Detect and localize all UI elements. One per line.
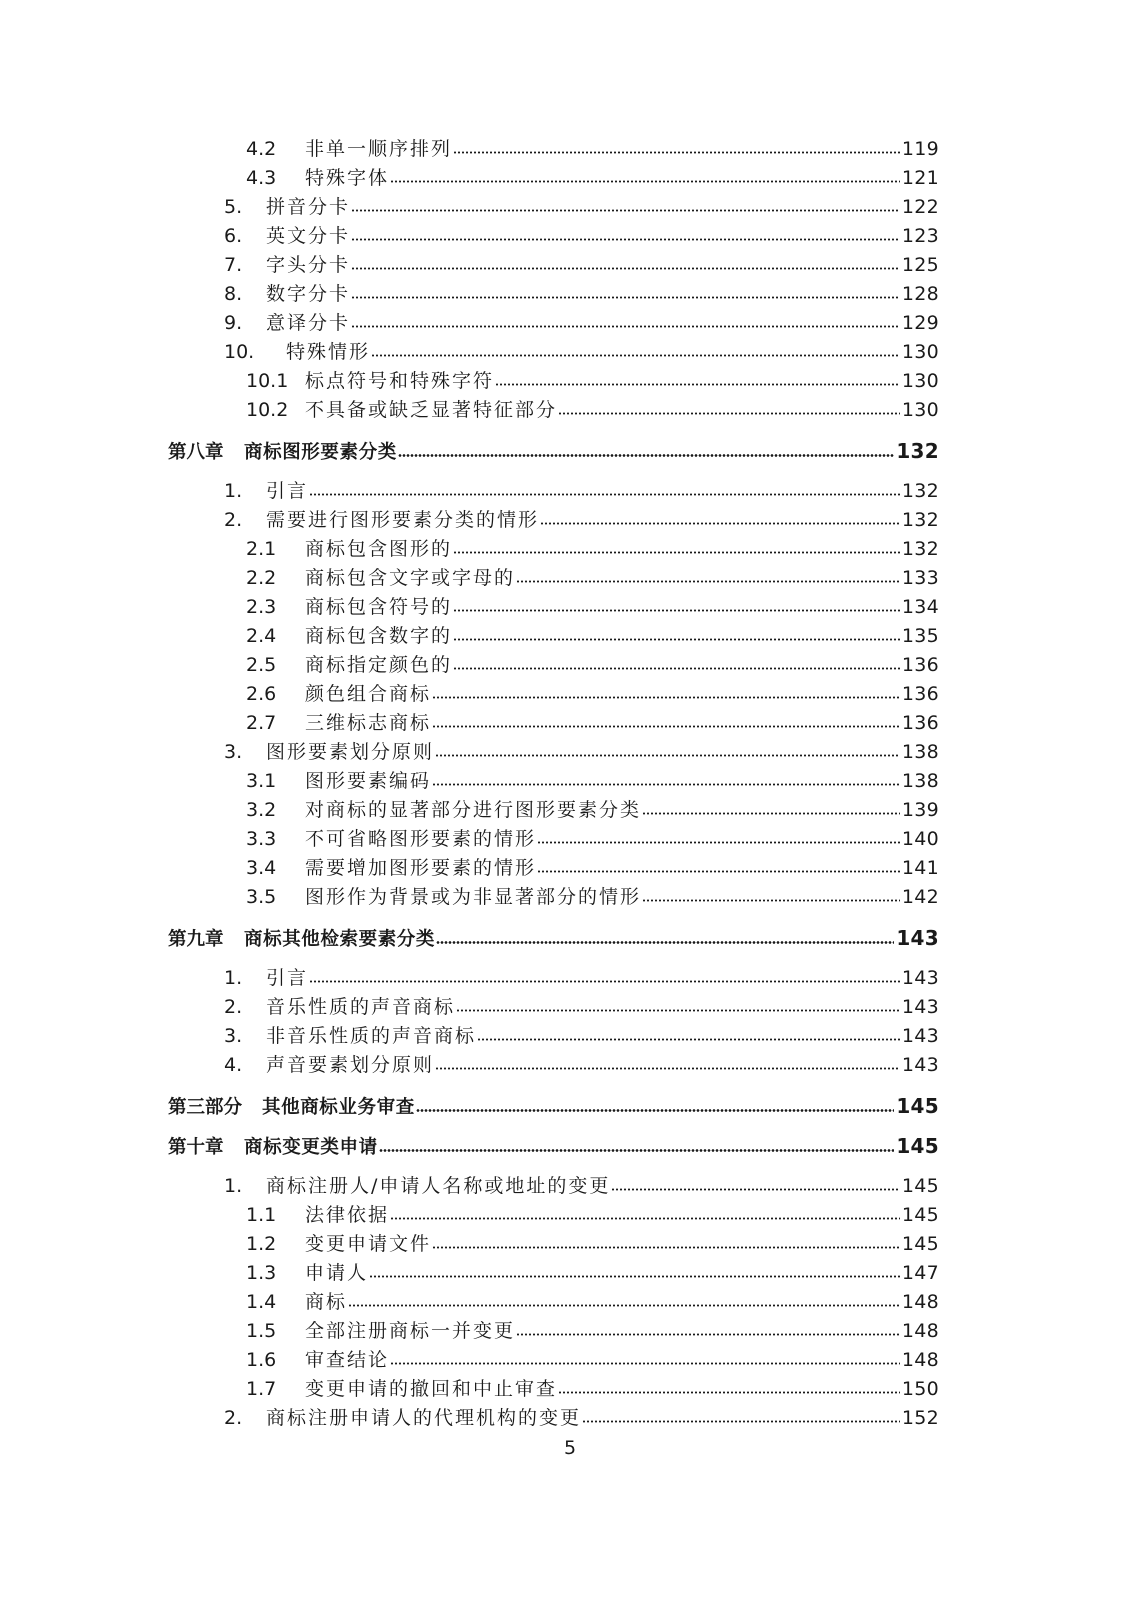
toc-entry[interactable] bbox=[224, 1053, 939, 1077]
dot-leader bbox=[558, 412, 900, 415]
dot-leader bbox=[432, 725, 900, 728]
entry-page: 148 bbox=[901, 1349, 939, 1371]
entry-title: 标点符号和特殊字符 bbox=[305, 370, 495, 392]
entry-title: 意译分卡 bbox=[266, 312, 351, 334]
entry-title: 颜色组合商标 bbox=[305, 683, 432, 705]
toc-part[interactable] bbox=[168, 1094, 939, 1118]
chapter-page: 145 bbox=[896, 1134, 939, 1158]
entry-page: 141 bbox=[901, 857, 939, 879]
toc-entry[interactable] bbox=[246, 1232, 939, 1256]
dot-leader bbox=[611, 1188, 899, 1191]
entry-title: 拼音分卡 bbox=[266, 196, 351, 218]
toc-entry[interactable] bbox=[246, 1290, 939, 1314]
dot-leader bbox=[540, 522, 900, 525]
chapter-title: 商标其他检索要素分类 bbox=[244, 929, 436, 950]
entry-title: 需要增加图形要素的情形 bbox=[305, 857, 537, 879]
dot-leader bbox=[435, 1067, 900, 1070]
toc-entry[interactable] bbox=[246, 827, 939, 851]
entry-title: 引言 bbox=[266, 967, 309, 989]
entry-number: 2.6 bbox=[246, 683, 277, 705]
entry-number: 4.3 bbox=[246, 167, 277, 189]
toc-entry[interactable] bbox=[246, 1377, 939, 1401]
toc-entry[interactable] bbox=[224, 311, 939, 335]
dot-leader bbox=[416, 1109, 895, 1112]
toc-entry[interactable] bbox=[224, 508, 939, 532]
entry-page: 135 bbox=[901, 625, 939, 647]
chapter-title: 商标图形要素分类 bbox=[244, 442, 397, 463]
entry-page: 129 bbox=[901, 312, 939, 334]
toc-entry[interactable] bbox=[224, 224, 939, 248]
dot-leader bbox=[495, 383, 900, 386]
entry-title: 变更申请文件 bbox=[305, 1233, 432, 1255]
dot-leader bbox=[642, 812, 900, 815]
dot-leader bbox=[379, 1149, 895, 1152]
entry-page: 143 bbox=[901, 1054, 939, 1076]
chapter-number: 第九章 bbox=[168, 929, 224, 950]
entry-title: 特殊情形 bbox=[286, 341, 371, 363]
toc-chapter[interactable] bbox=[168, 1134, 939, 1158]
toc-entry[interactable] bbox=[224, 282, 939, 306]
entry-page: 128 bbox=[901, 283, 939, 305]
entry-number: 2. bbox=[224, 509, 243, 531]
part-number: 第三部分 bbox=[168, 1097, 243, 1118]
entry-page: 148 bbox=[901, 1320, 939, 1342]
entry-title: 图形要素编码 bbox=[305, 770, 432, 792]
entry-title: 商标包含图形的 bbox=[305, 538, 453, 560]
entry-title: 申请人 bbox=[305, 1262, 369, 1284]
entry-number: 3.3 bbox=[246, 828, 277, 850]
entry-page: 122 bbox=[901, 196, 939, 218]
entry-number: 2.1 bbox=[246, 538, 277, 560]
toc-entry[interactable] bbox=[224, 995, 939, 1019]
entry-title: 非单一顺序排列 bbox=[305, 138, 453, 160]
entry-number: 2.2 bbox=[246, 567, 277, 589]
entry-page: 133 bbox=[901, 567, 939, 589]
toc-entry[interactable] bbox=[246, 398, 939, 422]
entry-page: 123 bbox=[901, 225, 939, 247]
entry-title: 商标注册申请人的代理机构的变更 bbox=[266, 1407, 582, 1429]
entry-title: 不可省略图形要素的情形 bbox=[305, 828, 537, 850]
toc-entry[interactable] bbox=[246, 798, 939, 822]
toc-entry[interactable] bbox=[246, 1203, 939, 1227]
entry-number: 1. bbox=[224, 1175, 243, 1197]
entry-number: 1.2 bbox=[246, 1233, 277, 1255]
entry-page: 132 bbox=[901, 538, 939, 560]
entry-page: 147 bbox=[901, 1262, 939, 1284]
entry-title: 引言 bbox=[266, 480, 309, 502]
entry-title: 商标包含文字或字母的 bbox=[305, 567, 516, 589]
entry-number: 3.5 bbox=[246, 886, 277, 908]
entry-page: 143 bbox=[901, 1025, 939, 1047]
dot-leader bbox=[398, 454, 895, 457]
entry-title: 字头分卡 bbox=[266, 254, 351, 276]
entry-title: 商标 bbox=[305, 1291, 348, 1313]
entry-page: 130 bbox=[901, 341, 939, 363]
entry-number: 1. bbox=[224, 967, 243, 989]
entry-number: 2.5 bbox=[246, 654, 277, 676]
entry-number: 1.7 bbox=[246, 1378, 277, 1400]
entry-title: 特殊字体 bbox=[305, 167, 390, 189]
entry-number: 2. bbox=[224, 1407, 243, 1429]
dot-leader bbox=[453, 638, 900, 641]
toc-entry[interactable] bbox=[246, 137, 939, 161]
entry-title: 审查结论 bbox=[305, 1349, 390, 1371]
entry-number: 1.3 bbox=[246, 1262, 277, 1284]
dot-leader bbox=[390, 1217, 900, 1220]
dot-leader bbox=[453, 667, 900, 670]
entry-number: 3.4 bbox=[246, 857, 277, 879]
entry-number: 3. bbox=[224, 1025, 243, 1047]
dot-leader bbox=[390, 1362, 900, 1365]
dot-leader bbox=[435, 754, 900, 757]
entry-title: 不具备或缺乏显著特征部分 bbox=[305, 399, 558, 421]
entry-number: 1. bbox=[224, 480, 243, 502]
entry-number: 7. bbox=[224, 254, 243, 276]
dot-leader bbox=[351, 296, 900, 299]
dot-leader bbox=[453, 609, 900, 612]
entry-number: 2. bbox=[224, 996, 243, 1018]
dot-leader bbox=[432, 1246, 900, 1249]
dot-leader bbox=[436, 941, 894, 944]
toc-entry[interactable] bbox=[246, 369, 939, 393]
toc-chapter[interactable] bbox=[168, 439, 939, 463]
entry-page: 138 bbox=[901, 770, 939, 792]
toc-entry[interactable] bbox=[246, 566, 939, 590]
entry-number: 9. bbox=[224, 312, 243, 334]
entry-number: 8. bbox=[224, 283, 243, 305]
chapter-title: 商标变更类申请 bbox=[244, 1137, 378, 1158]
entry-title: 商标指定颜色的 bbox=[305, 654, 453, 676]
entry-page: 150 bbox=[901, 1378, 939, 1400]
entry-number: 4. bbox=[224, 1054, 243, 1076]
dot-leader bbox=[537, 841, 900, 844]
toc-entry[interactable] bbox=[246, 1348, 939, 1372]
dot-leader bbox=[456, 1009, 900, 1012]
toc-entry[interactable] bbox=[246, 166, 939, 190]
page-number: 5 bbox=[563, 1437, 577, 1459]
entry-page: 152 bbox=[901, 1407, 939, 1429]
entry-title: 图形作为背景或为非显著部分的情形 bbox=[305, 886, 642, 908]
dot-leader bbox=[582, 1420, 900, 1423]
entry-number: 1.1 bbox=[246, 1204, 277, 1226]
entry-page: 142 bbox=[901, 886, 939, 908]
toc-entry[interactable] bbox=[246, 769, 939, 793]
entry-page: 119 bbox=[901, 138, 939, 160]
entry-title: 需要进行图形要素分类的情形 bbox=[266, 509, 540, 531]
entry-page: 140 bbox=[901, 828, 939, 850]
dot-leader bbox=[516, 580, 900, 583]
entry-page: 132 bbox=[901, 509, 939, 531]
toc-entry[interactable] bbox=[246, 653, 939, 677]
toc-entry[interactable] bbox=[224, 479, 939, 503]
entry-page: 148 bbox=[901, 1291, 939, 1313]
entry-page: 130 bbox=[901, 399, 939, 421]
chapter-page: 143 bbox=[896, 926, 939, 950]
dot-leader bbox=[351, 238, 900, 241]
entry-page: 136 bbox=[901, 683, 939, 705]
entry-title: 图形要素划分原则 bbox=[266, 741, 435, 763]
dot-leader bbox=[371, 354, 900, 357]
entry-number: 6. bbox=[224, 225, 243, 247]
entry-title: 对商标的显著部分进行图形要素分类 bbox=[305, 799, 642, 821]
entry-title: 商标包含数字的 bbox=[305, 625, 453, 647]
dot-leader bbox=[642, 899, 900, 902]
dot-leader bbox=[390, 180, 900, 183]
entry-page: 138 bbox=[901, 741, 939, 763]
entry-number: 1.5 bbox=[246, 1320, 277, 1342]
toc-entry[interactable] bbox=[224, 1024, 939, 1048]
dot-leader bbox=[348, 1304, 900, 1307]
dot-leader bbox=[309, 493, 900, 496]
toc-entry[interactable] bbox=[224, 253, 939, 277]
toc-entry[interactable] bbox=[224, 966, 939, 990]
chapter-page: 132 bbox=[896, 439, 939, 463]
dot-leader bbox=[537, 870, 900, 873]
toc-entry[interactable] bbox=[246, 624, 939, 648]
toc-entry[interactable] bbox=[246, 711, 939, 735]
part-title: 其他商标业务审查 bbox=[262, 1097, 415, 1118]
entry-page: 145 bbox=[901, 1233, 939, 1255]
entry-title: 英文分卡 bbox=[266, 225, 351, 247]
entry-number: 2.4 bbox=[246, 625, 277, 647]
entry-page: 132 bbox=[901, 480, 939, 502]
entry-number: 4.2 bbox=[246, 138, 277, 160]
toc-entry[interactable] bbox=[246, 856, 939, 880]
toc-entry[interactable] bbox=[224, 1174, 939, 1198]
dot-leader bbox=[432, 696, 900, 699]
toc-entry[interactable] bbox=[224, 195, 939, 219]
entry-number: 1.4 bbox=[246, 1291, 277, 1313]
entry-page: 136 bbox=[901, 654, 939, 676]
entry-number: 5. bbox=[224, 196, 243, 218]
dot-leader bbox=[369, 1275, 900, 1278]
entry-page: 130 bbox=[901, 370, 939, 392]
toc-entry[interactable] bbox=[246, 885, 939, 909]
entry-title: 非音乐性质的声音商标 bbox=[266, 1025, 477, 1047]
chapter-number: 第八章 bbox=[168, 442, 224, 463]
entry-number: 3.2 bbox=[246, 799, 277, 821]
toc-entry[interactable] bbox=[246, 537, 939, 561]
entry-title: 数字分卡 bbox=[266, 283, 351, 305]
dot-leader bbox=[453, 151, 900, 154]
entry-page: 145 bbox=[901, 1204, 939, 1226]
dot-leader bbox=[351, 267, 900, 270]
entry-page: 134 bbox=[901, 596, 939, 618]
entry-number: 10.1 bbox=[246, 370, 289, 392]
dot-leader bbox=[309, 980, 900, 983]
entry-number: 2.7 bbox=[246, 712, 277, 734]
entry-number: 3. bbox=[224, 741, 243, 763]
entry-title: 全部注册商标一并变更 bbox=[305, 1320, 516, 1342]
entry-number: 3.1 bbox=[246, 770, 277, 792]
dot-leader bbox=[351, 209, 900, 212]
entry-number: 10. bbox=[224, 341, 255, 363]
toc-chapter[interactable] bbox=[168, 926, 939, 950]
chapter-number: 第十章 bbox=[168, 1137, 224, 1158]
entry-title: 商标包含符号的 bbox=[305, 596, 453, 618]
entry-number: 1.6 bbox=[246, 1349, 277, 1371]
dot-leader bbox=[432, 783, 900, 786]
entry-page: 143 bbox=[901, 967, 939, 989]
part-page: 145 bbox=[896, 1094, 939, 1118]
entry-title: 变更申请的撤回和中止审查 bbox=[305, 1378, 558, 1400]
dot-leader bbox=[558, 1391, 900, 1394]
dot-leader bbox=[477, 1038, 900, 1041]
entry-title: 声音要素划分原则 bbox=[266, 1054, 435, 1076]
toc-entry[interactable] bbox=[246, 595, 939, 619]
entry-title: 三维标志商标 bbox=[305, 712, 432, 734]
toc-entry[interactable] bbox=[224, 740, 939, 764]
entry-number: 10.2 bbox=[246, 399, 289, 421]
dot-leader bbox=[516, 1333, 900, 1336]
entry-page: 125 bbox=[901, 254, 939, 276]
entry-title: 法律依据 bbox=[305, 1204, 390, 1226]
entry-title: 商标注册人/申请人名称或地址的变更 bbox=[266, 1175, 611, 1197]
entry-page: 145 bbox=[901, 1175, 939, 1197]
toc-entry[interactable] bbox=[224, 340, 939, 364]
entry-page: 121 bbox=[901, 167, 939, 189]
entry-title: 音乐性质的声音商标 bbox=[266, 996, 456, 1018]
toc-entry[interactable] bbox=[224, 1406, 939, 1430]
dot-leader bbox=[351, 325, 900, 328]
entry-page: 139 bbox=[901, 799, 939, 821]
entry-number: 2.3 bbox=[246, 596, 277, 618]
entry-page: 143 bbox=[901, 996, 939, 1018]
toc-entry[interactable] bbox=[246, 1319, 939, 1343]
dot-leader bbox=[453, 551, 900, 554]
toc-entry[interactable] bbox=[246, 1261, 939, 1285]
toc-entry[interactable] bbox=[246, 682, 939, 706]
entry-page: 136 bbox=[901, 712, 939, 734]
